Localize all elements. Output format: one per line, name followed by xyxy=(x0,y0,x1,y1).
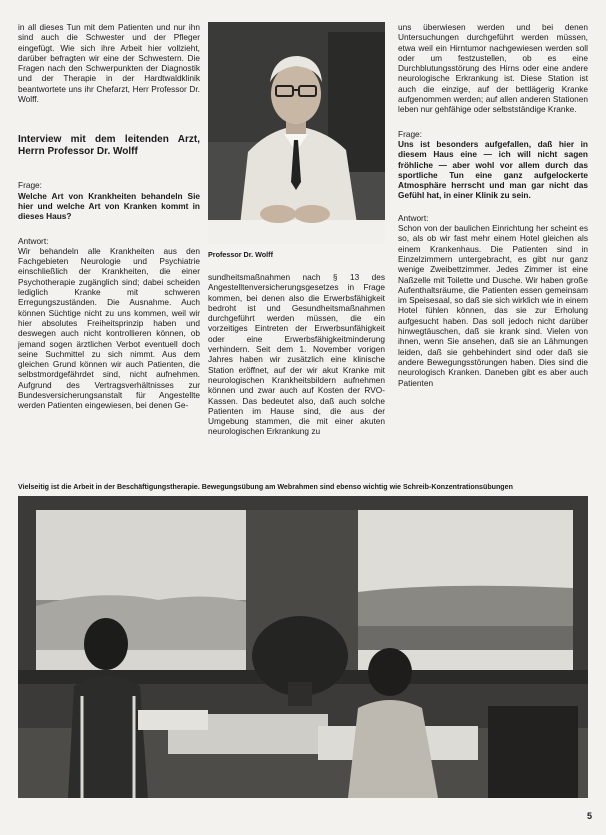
column-right xyxy=(398,22,588,388)
portrait-caption: Professor Dr. Wolff xyxy=(208,250,273,259)
answer-label: Antwort: xyxy=(18,235,49,246)
intro-paragraph: in all dieses Tun mit dem Patienten und nur ihn sind auch die Schwester und der Pfleger eingefügt. Wie sich ihre Arbeit hier vollzieht, darüber befragten wir eine der Schwestern. Die Fragen nach den Schwerpunkten der Diagnostik und der Therapie in der Hardtwaldklinik beantwortete uns ihr Chefarzt, Herr Professor Dr. Wolff. xyxy=(18,22,200,105)
office-photo-caption: Vielseitig ist die Arbeit in der Beschäftigungstherapie. Bewegungsübung am Webrahmen sind ebenso wichtig wie Schreib-Konzentrationsübungen xyxy=(18,483,513,491)
answer-text: Wir behandeln alle Krankheiten aus den Fachgebieten Neurologie und Psychiatrie einschließlich der Krankheiten, die einer Psychotherapie zugänglich sind; dabei scheiden lediglich Kranke mit schweren Erregungszuständen. Die Ausnahme. Auch können Süchtige nicht zu uns kommen, weil wir hier absolutes Freiheitsprinzip haben und deswegen auch nicht kontrollieren können, ob jemand sogen ärztlichen Verbot eventuell doch seine Suchmittel zu sich nimmt. Aus dem gleichen Grund können wir auch Patienten, die selbstmordgefährdet sind, nicht aufnehmen. Aufgrund des Vertragsverhältnisses zur Bundesversicherungsanstalt für Angestellte werden Patienten eingewiesen, bei denen Ge- xyxy=(18,245,200,411)
page-number: 5 xyxy=(586,811,592,821)
interview-heading: Interview mit dem leitenden Arzt, Herrn Professor Dr. Wolff xyxy=(18,134,200,158)
middle-paragraph: sundheitsmaßnahmen nach § 13 des Angestelltenversicherungsgesetzes in Frage kommen, bei denen also die Erwerbsfähigkeit bedroht ist und Gesundheitsmaßnahmen durchgeführt werden müssen, die ein vorzeitiges Eintreten der Erwerbsunfähigkeit oder eine Erwerbsfähigkeitminderung verhindern. Seit dem 1. November vorigen Jahres haben wir zusätzlich eine klinische Station eröffnet, auf der wir akut Kranke mit neurologischen Krankheitsbildern aufnehmen können und zwar auch auf Kosten der RVO-Kassen. Das bedeutet also, daß auch solche Patienten im Hause sind, die aus der Umgebung stammen, die mit einer akuten neurologischen Erkrankung zu xyxy=(208,272,385,437)
right-paragraph-top: uns überwiesen werden und bei denen Untersuchungen durchgeführt werden müssen, etwa weil ein Hirntumor nachgewiesen werden soll oder um festzustellen, ob es eine Durchblutungsstörung des Hirns oder eine andere neurologische Erkrankung ist. Diese Station ist auch die einzige, auf der bettlägerig Kranke aufgenommen werden; auf allen anderen Stationen leben nur gehfähige oder selbstständige Kranke. xyxy=(398,22,588,115)
column-middle xyxy=(208,272,385,437)
question-text: Uns ist besonders aufgefallen, daß hier in diesem Haus eine — ich will nicht sagen fröhliche — aber wohl vor allem durch das sportliche Tun eine ganz aufgelockerte Atmosphäre herrscht und man gar nicht das Gefühl hat, in einer Klinik zu sein. xyxy=(398,138,588,201)
column-left xyxy=(18,22,200,411)
occupational-therapy-photo xyxy=(18,496,588,798)
answer-text: Schon von der baulichen Einrichtung her scheint es so, als ob wir fast mehr einem Hotel gleichen als einem Krankenhaus. Die Patienten sind in Einzelzimmern untergebracht, es gibt nur ganz wenige Zweibettzimmer. Jedes Zimmer ist eine Naßzelle mit Toilette und Dusche. Wir haben große Aufenthaltsräume, die Patienten essen gemeinsam im Speisesaal, so daß sie sich wirklich wie in einem Hotel fühlen können, das sie zur Erholung aufgesucht haben. Das soll jedoch nicht darüber hinwegtäuschen, daß sie krank sind. Vielen von ihnen, wenn Sie ansehen, daß sie an Lähmungen leiden, daß sie gehbehindert sind oder daß sie andere Bewegungsstörungen haben. Dies sind die neurologisch Kranken. Daneben gibt es aber auch Patienten xyxy=(398,223,588,388)
portrait-illustration xyxy=(208,22,385,244)
office-illustration xyxy=(18,496,588,798)
question-label: Frage: xyxy=(398,128,422,139)
question-text: Welche Art von Krankheiten behandeln Sie hier und welche Art von Kranken kommt in dieses Haus? xyxy=(18,190,200,222)
question-label: Frage: xyxy=(18,180,42,191)
portrait-photo xyxy=(208,22,385,244)
answer-label: Antwort: xyxy=(398,212,429,223)
